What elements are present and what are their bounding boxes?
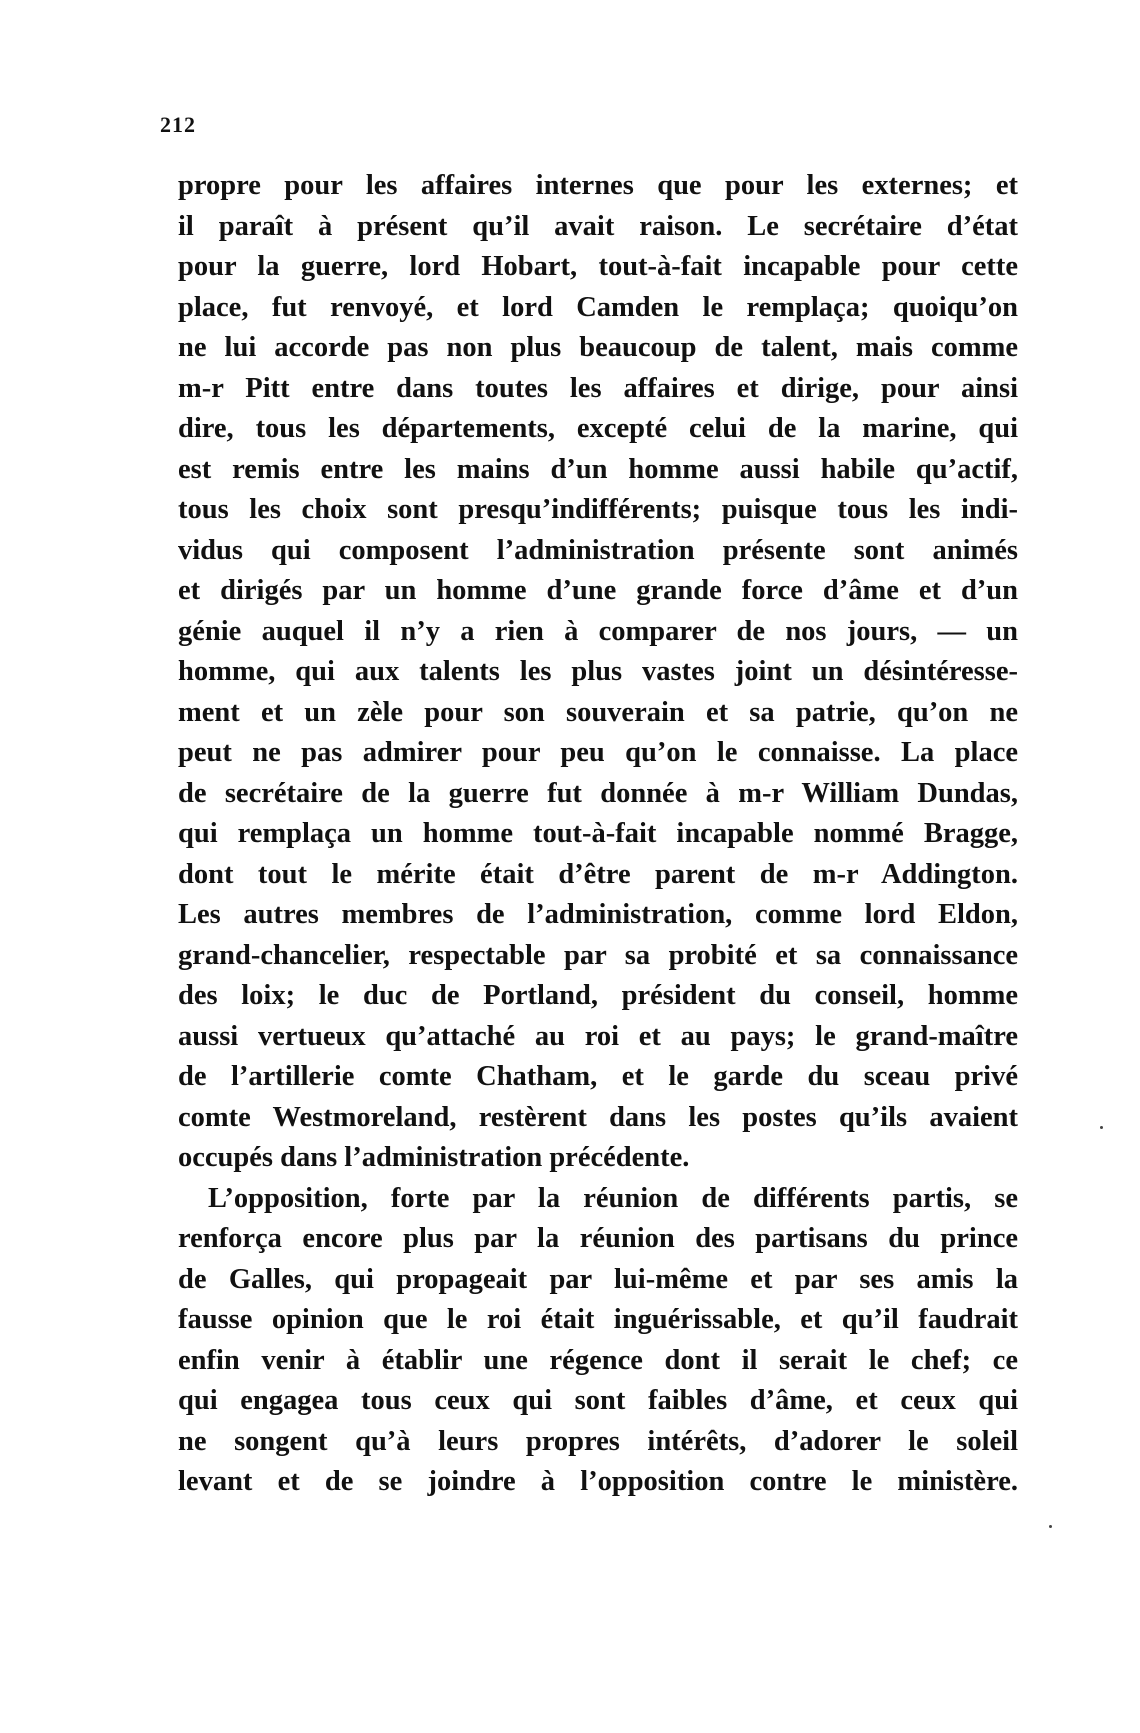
text-line: ne lui accorde pas non plus beaucoup de talent, mais comme — [178, 332, 1018, 363]
text-line: m-r Pitt entre dans toutes les affaires et dirige, pour ainsi — [178, 372, 1018, 404]
text-line: est remis entre les mains d’un homme aussi habile qu’actif, — [178, 453, 1018, 485]
body-text — [178, 166, 1018, 1503]
text-line: dont tout le mérite était d’être parent de m-r Addington. — [178, 858, 1018, 890]
text-line: et dirigés par un homme d’une grande force d’âme et d’un — [178, 575, 1018, 606]
text-line: propre pour les affaires internes que pour les externes; et — [178, 170, 1018, 201]
text-line: enfin venir à établir une régence dont il serait le chef; ce — [178, 1344, 1018, 1376]
text-line: levant et de se joindre à l’opposition contre le ministère. — [178, 1466, 1018, 1497]
scan-speck — [1100, 1126, 1103, 1129]
text-line: aussi vertueux qu’attaché au roi et au pays; le grand-maître — [178, 1020, 1018, 1052]
text-line: tous les choix sont presqu’indifférents; puisque tous les indi- — [178, 494, 1018, 525]
text-line: qui engagea tous ceux qui sont faibles d’âme, et ceux qui — [178, 1385, 1018, 1416]
text-line: il paraît à présent qu’il avait raison. Le secrétaire d’état — [178, 210, 1018, 242]
text-line: de secrétaire de la guerre fut donnée à m-r William Dundas, — [178, 777, 1018, 809]
text-line: de Galles, qui propageait par lui-même et par ses amis la — [178, 1263, 1018, 1295]
text-line: place, fut renvoyé, et lord Camden le remplaça; quoiqu’on — [178, 291, 1018, 323]
text-line: comte Westmoreland, restèrent dans les postes qu’ils avaient — [178, 1101, 1018, 1133]
scan-speck — [1049, 1525, 1052, 1528]
text-line: qui remplaça un homme tout-à-fait incapable nommé Bragge, — [178, 818, 1018, 849]
page-number: 212 — [160, 112, 196, 137]
text-line: ment et un zèle pour son souverain et sa patrie, qu’on ne — [178, 696, 1018, 728]
text-line: grand-chancelier, respectable par sa probité et sa connaissance — [178, 939, 1018, 971]
text-line: dire, tous les départements, excepté celui de la marine, qui — [178, 413, 1018, 444]
text-line: homme, qui aux talents les plus vastes joint un désintéresse- — [178, 656, 1018, 687]
text-line: pour la guerre, lord Hobart, tout-à-fait incapable pour cette — [178, 251, 1018, 282]
text-line: vidus qui composent l’administration présente sont animés — [178, 534, 1018, 566]
text-line: renforça encore plus par la réunion des partisans du prince — [178, 1223, 1018, 1254]
text-line: fausse opinion que le roi était inguérissable, et qu’il faudrait — [178, 1304, 1018, 1335]
text-line: Les autres membres de l’administration, comme lord Eldon, — [178, 899, 1018, 930]
text-line: génie auquel il n’y a rien à comparer de nos jours, — un — [178, 615, 1018, 647]
text-line: des loix; le duc de Portland, président du conseil, homme — [178, 980, 1018, 1011]
text-line-paragraph-start: L’opposition, forte par la réunion de différents partis, se — [208, 1182, 1018, 1214]
text-line: de l’artillerie comte Chatham, et le garde du sceau privé — [178, 1061, 1018, 1092]
text-line: occupés dans l’administration précédente. — [178, 1142, 690, 1173]
text-line: ne songent qu’à leurs propres intérêts, d’adorer le soleil — [178, 1425, 1018, 1457]
text-line: peut ne pas admirer pour peu qu’on le connaisse. La place — [178, 737, 1018, 768]
